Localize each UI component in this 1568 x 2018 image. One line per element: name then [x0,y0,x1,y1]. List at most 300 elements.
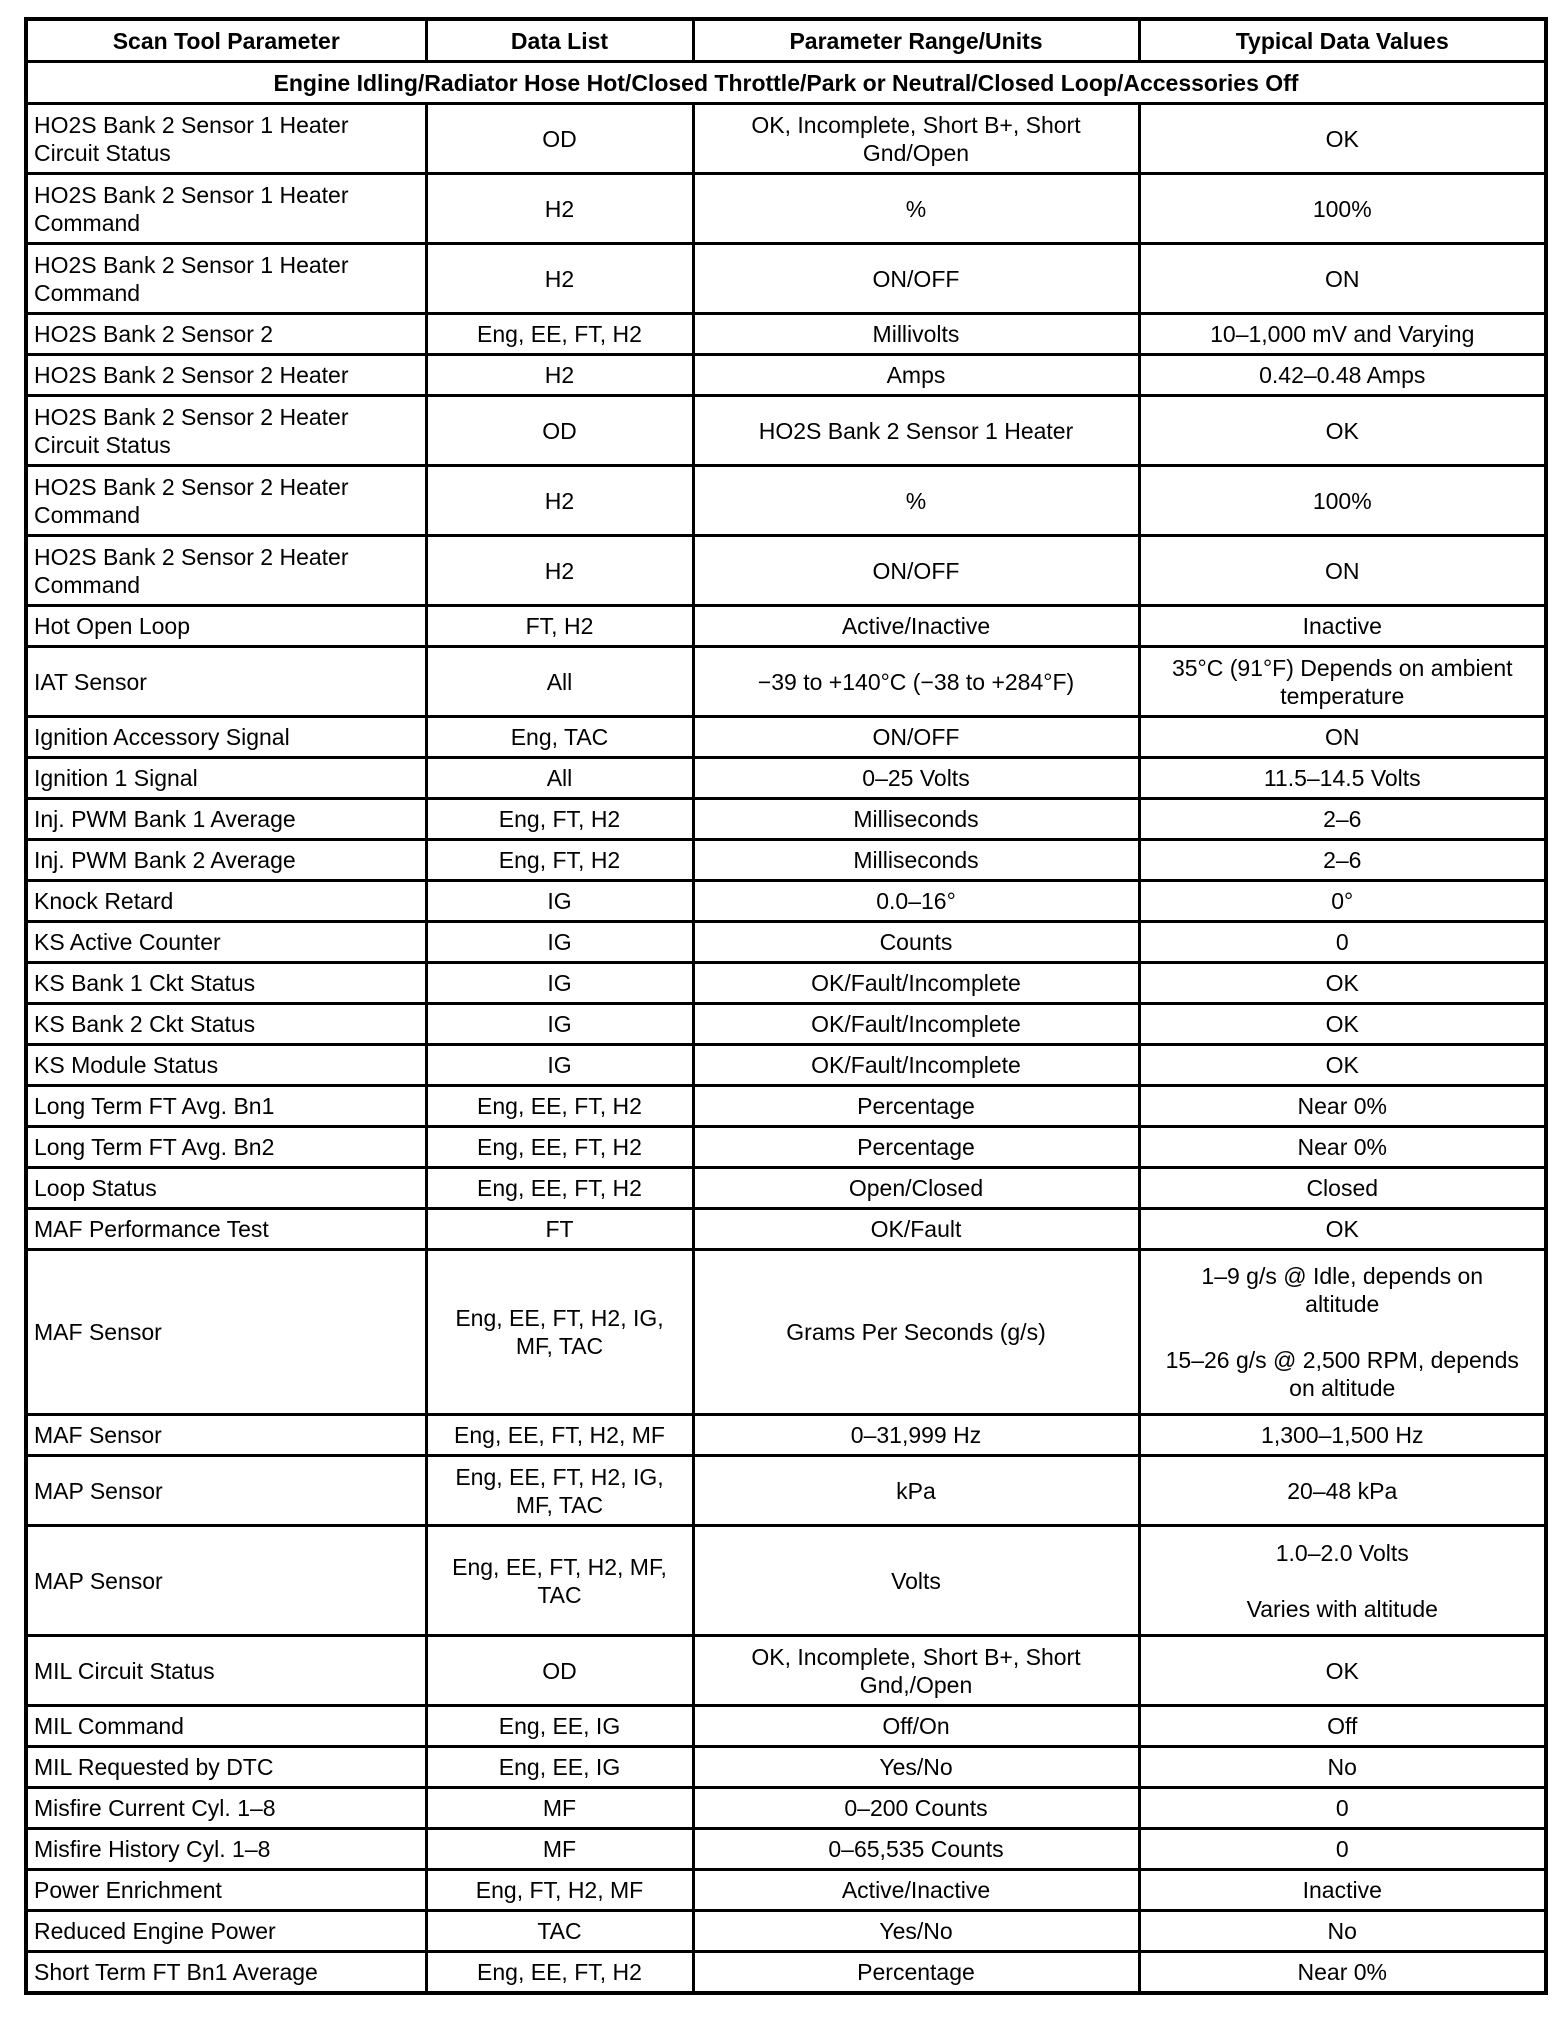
cell-text-line: MIL Circuit Status [34,1657,215,1684]
cell-data-list [426,1250,693,1415]
table-row [26,1086,1546,1127]
cell-text-line: Percentage [857,1958,975,1985]
table-row [26,647,1546,717]
cell-parameter [26,396,426,466]
table-row [26,1747,1546,1788]
cell-parameter [26,314,426,355]
cell-parameter-range [693,606,1139,647]
cell-text-line: IG [547,970,572,996]
cell-text-line: Loop Status [34,1175,157,1201]
table-row [26,466,1546,536]
cell-text-line: −39 to +140°C (−38 to +284°F) [757,668,1075,695]
cell-text-line: H2 [544,487,575,514]
cell-text-line: Inactive [1302,1877,1382,1903]
cell-data-list [426,1456,693,1526]
header-parameter-range-units: Parameter Range/Units [693,19,1139,62]
cell-text-line: OK [1325,970,1359,996]
cell-typical-value [1139,881,1546,922]
cell-text-line: 15–26 g/s @ 2,500 RPM, depends [1165,1347,1519,1373]
cell-text-line: OK [1325,417,1359,444]
cell-parameter-range [693,355,1139,396]
cell-parameter-range [693,922,1139,963]
cell-data-list [426,1870,693,1911]
cell-text-line: All [546,668,573,695]
cell-parameter [26,1526,426,1636]
cell-text-line: MAP Sensor [34,1477,163,1504]
cell-typical-value [1139,1415,1546,1456]
cell-text-line: Gnd/Open [862,139,970,166]
table-row [26,606,1546,647]
cell-typical-value [1139,606,1546,647]
cell-parameter-range [693,1086,1139,1127]
cell-text-line: HO2S Bank 2 Sensor 1 Heater [34,251,349,278]
cell-text-line: MAF Sensor [34,1422,162,1448]
cell-text-line: Eng, EE, FT, H2 [477,321,642,347]
cell-text-line: 0.42–0.48 Amps [1259,362,1426,388]
cell-text-line: on altitude [1289,1375,1396,1401]
cell-typical-value [1139,536,1546,606]
cell-text-line: Eng, FT, H2, MF [475,1877,644,1903]
cell-typical-value [1139,1168,1546,1209]
cell-text-line: Long Term FT Avg. Bn2 [34,1134,275,1160]
cell-text-line: ON [1325,265,1360,292]
cell-parameter [26,1127,426,1168]
cell-data-list [426,717,693,758]
cell-data-list [426,1526,693,1636]
cell-text-line: temperature [1280,682,1405,709]
cell-data-list [426,1911,693,1952]
cell-text-line: 11.5–14.5 Volts [1263,765,1421,791]
cell-typical-value [1139,314,1546,355]
cell-text-line: IG [547,888,572,914]
cell-typical-value [1139,840,1546,881]
cell-typical-value [1139,647,1546,717]
cell-data-list [426,881,693,922]
cell-parameter-range [693,1911,1139,1952]
cell-parameter-range [693,396,1139,466]
cell-data-list [426,355,693,396]
table-row [26,104,1546,174]
cell-typical-value [1139,1004,1546,1045]
table-row [26,355,1546,396]
cell-text-line: Gnd,/Open [859,1671,973,1698]
cell-text-line: MAF Performance Test [34,1216,269,1242]
cell-typical-value [1139,1706,1546,1747]
table-row [26,1952,1546,1993]
cell-text-line: KS Bank 2 Ckt Status [34,1011,256,1037]
cell-text-line: Reduced Engine Power [34,1918,276,1944]
cell-text-line: Command [34,571,141,598]
cell-data-list [426,758,693,799]
cell-text-line: Near 0% [1297,1093,1387,1119]
cell-parameter-range [693,1706,1139,1747]
table-row [26,1127,1546,1168]
cell-parameter-range [693,1788,1139,1829]
cell-parameter-range [693,244,1139,314]
cell-text-line: Off [1327,1713,1358,1739]
cell-text-line: OK [1325,1216,1359,1242]
cell-text-line: HO2S Bank 2 Sensor 1 Heater [34,181,349,208]
cell-parameter [26,1870,426,1911]
cell-text-line: Eng, FT, H2 [498,806,621,832]
cell-typical-value [1139,1456,1546,1526]
cell-text-line: IG [547,1052,572,1078]
cell-text-line: FT [545,1216,574,1242]
cell-text-line: OK/Fault [870,1216,962,1242]
cell-text-line: Percentage [857,1134,975,1160]
cell-data-list [426,1706,693,1747]
cell-text-line: Inj. PWM Bank 1 Average [34,806,296,832]
cell-typical-value [1139,799,1546,840]
cell-text-line: kPa [896,1477,936,1504]
cell-text-line: Command [34,279,141,306]
cell-text-line: ON [1325,557,1360,584]
cell-typical-value [1139,963,1546,1004]
cell-text-line: Near 0% [1297,1134,1387,1160]
cell-text-line: No [1327,1918,1357,1944]
cell-parameter-range [693,1747,1139,1788]
cell-text-line: MIL Requested by DTC [34,1754,274,1780]
cell-text-line: Eng, EE, IG [498,1713,621,1739]
cell-parameter [26,717,426,758]
cell-parameter-range [693,536,1139,606]
cell-data-list [426,1086,693,1127]
cell-text-line: OK/Fault/Incomplete [811,970,1021,996]
cell-parameter [26,1004,426,1045]
cell-text-line: Circuit Status [34,139,171,166]
table-row [26,314,1546,355]
cell-text-line: 10–1,000 mV and Varying [1210,321,1475,347]
table-row [26,174,1546,244]
cell-text-line: 0–25 Volts [862,765,970,791]
table-row [26,1250,1546,1415]
cell-text-line: Milliseconds [853,847,979,873]
cell-data-list [426,922,693,963]
cell-typical-value [1139,1788,1546,1829]
cell-text-line: 0–31,999 Hz [850,1422,982,1448]
cell-text-line: 35°C (91°F) Depends on ambient [1171,654,1513,681]
cell-parameter-range [693,1636,1139,1706]
cell-parameter [26,174,426,244]
header-row [26,19,1546,62]
table-row [26,1911,1546,1952]
cell-parameter-range [693,963,1139,1004]
table-row [26,1526,1546,1636]
cell-parameter-range [693,647,1139,717]
table-row [26,1045,1546,1086]
cell-text-line: KS Active Counter [34,929,221,955]
cell-parameter-range [693,1250,1139,1415]
table-row [26,717,1546,758]
cell-parameter-range [693,1209,1139,1250]
cell-text-line: MAF Sensor [34,1319,162,1345]
cell-typical-value [1139,1250,1546,1415]
cell-text-line: H2 [544,265,575,292]
cell-text-line: Millivolts [872,321,960,347]
cell-parameter [26,1911,426,1952]
table-row [26,1456,1546,1526]
cell-text-line: Command [34,209,141,236]
cell-data-list [426,536,693,606]
cell-parameter [26,647,426,717]
cell-data-list [426,396,693,466]
cell-text-line: Knock Retard [34,888,174,914]
cell-text-line: IG [547,1011,572,1037]
cell-text-line: OK/Fault/Incomplete [811,1052,1021,1078]
cell-text-line: FT, H2 [525,613,594,639]
cell-text-line: Ignition Accessory Signal [34,724,290,750]
cell-text-line: Eng, EE, FT, H2 [477,1958,642,1985]
cell-data-list [426,1168,693,1209]
cell-parameter [26,799,426,840]
cell-text-line: 0° [1331,888,1354,914]
cell-parameter [26,1747,426,1788]
cell-text-line [1147,1567,1539,1595]
cell-text-line: Inactive [1302,613,1382,639]
cell-parameter-range [693,174,1139,244]
cell-text-line: 20–48 kPa [1287,1477,1398,1504]
table-row [26,1168,1546,1209]
cell-parameter [26,1952,426,1993]
cell-parameter-range [693,717,1139,758]
cell-parameter-range [693,1415,1139,1456]
cell-text-line: KS Module Status [34,1052,219,1078]
header-scan-tool-parameter: Scan Tool Parameter [26,19,426,62]
cell-text-line: 1.0–2.0 Volts [1275,1539,1409,1566]
cell-data-list [426,104,693,174]
cell-typical-value [1139,1636,1546,1706]
cell-data-list [426,314,693,355]
cell-text-line: HO2S Bank 2 Sensor 1 Heater [758,417,1074,444]
cell-text-line: OK [1325,1052,1359,1078]
cell-text-line: MIL Command [34,1713,184,1739]
cell-parameter-range [693,1526,1139,1636]
cell-text-line: Eng, EE, FT, H2, IG, [455,1463,664,1490]
cell-typical-value [1139,1952,1546,1993]
cell-text-line: OK [1325,1011,1359,1037]
table-row [26,244,1546,314]
cell-parameter-range [693,1456,1139,1526]
cell-text-line: Eng, EE, FT, H2, IG, [455,1305,664,1331]
cell-text-line: ON/OFF [872,724,960,750]
table-row [26,1829,1546,1870]
table-row [26,1209,1546,1250]
table-row [26,922,1546,963]
cell-typical-value [1139,104,1546,174]
cell-text-line: H2 [544,362,575,388]
cell-text-line: Eng, EE, IG [498,1754,621,1780]
cell-data-list [426,1952,693,1993]
cell-text-line: Active/Inactive [841,613,991,639]
cell-text-line: altitude [1305,1291,1380,1317]
section-row [26,62,1546,104]
cell-text-line: 100% [1312,487,1372,514]
cell-typical-value [1139,1526,1546,1636]
cell-text-line: IAT Sensor [34,668,147,695]
table-row [26,1636,1546,1706]
cell-parameter [26,1250,426,1415]
cell-typical-value [1139,1086,1546,1127]
cell-text-line: KS Bank 1 Ckt Status [34,970,256,996]
cell-parameter-range [693,104,1139,174]
table-row [26,1788,1546,1829]
cell-parameter [26,1829,426,1870]
cell-data-list [426,244,693,314]
cell-text-line: Closed [1306,1175,1379,1201]
cell-typical-value [1139,244,1546,314]
cell-text-line: No [1327,1754,1357,1780]
cell-text-line: Power Enrichment [34,1877,222,1903]
cell-data-list [426,799,693,840]
cell-parameter [26,606,426,647]
cell-typical-value [1139,1127,1546,1168]
cell-parameter [26,881,426,922]
cell-parameter [26,922,426,963]
cell-typical-value [1139,1045,1546,1086]
cell-typical-value [1139,1829,1546,1870]
cell-text-line: Amps [886,362,946,388]
cell-text-line: Off/On [882,1713,950,1739]
cell-parameter-range [693,1127,1139,1168]
cell-text-line: MF, TAC [515,1333,604,1359]
cell-text-line: HO2S Bank 2 Sensor 1 Heater [34,111,349,138]
cell-parameter [26,1706,426,1747]
cell-typical-value [1139,1747,1546,1788]
cell-data-list [426,1636,693,1706]
cell-text-line: Misfire Current Cyl. 1–8 [34,1795,276,1821]
cell-parameter [26,466,426,536]
cell-text-line: Misfire History Cyl. 1–8 [34,1836,271,1862]
cell-parameter [26,1456,426,1526]
cell-parameter [26,758,426,799]
cell-text-line: Percentage [857,1093,975,1119]
cell-parameter [26,355,426,396]
cell-parameter [26,840,426,881]
cell-text-line: OK, Incomplete, Short B+, Short [751,1643,1081,1670]
cell-typical-value [1139,758,1546,799]
cell-typical-value [1139,922,1546,963]
cell-text-line: OK, Incomplete, Short B+, Short [751,111,1081,138]
cell-text-line: ON/OFF [872,265,960,292]
table-row [26,1415,1546,1456]
cell-text-line: 0–200 Counts [844,1795,988,1821]
table-body [26,62,1546,1993]
table-row [26,963,1546,1004]
table-row [26,1870,1546,1911]
cell-parameter-range [693,1829,1139,1870]
cell-parameter-range [693,1168,1139,1209]
cell-text-line: Eng, TAC [510,724,609,750]
cell-parameter [26,1045,426,1086]
table-row [26,758,1546,799]
cell-text-line: 1–9 g/s @ Idle, depends on [1201,1263,1484,1289]
table-row [26,396,1546,466]
cell-data-list [426,174,693,244]
cell-text-line: Grams Per Seconds (g/s) [786,1319,1046,1345]
cell-parameter [26,1636,426,1706]
cell-parameter [26,1788,426,1829]
cell-data-list [426,647,693,717]
cell-text-line: Ignition 1 Signal [34,765,198,791]
table-row [26,840,1546,881]
cell-parameter-range [693,466,1139,536]
cell-text-line: HO2S Bank 2 Sensor 2 Heater [34,403,349,430]
cell-text-line: MF [542,1795,577,1821]
cell-parameter-range [693,881,1139,922]
cell-parameter-range [693,1952,1139,1993]
scan-tool-data-table [24,17,1548,1995]
cell-text-line: 100% [1312,195,1372,222]
cell-text-line: Long Term FT Avg. Bn1 [34,1093,275,1119]
cell-parameter [26,1086,426,1127]
cell-text-line: OD [542,125,577,152]
cell-typical-value [1139,1911,1546,1952]
cell-parameter-range [693,1870,1139,1911]
cell-parameter [26,104,426,174]
table-row [26,1004,1546,1045]
cell-data-list [426,1209,693,1250]
cell-text-line: Active/Inactive [841,1877,991,1903]
cell-typical-value [1139,1209,1546,1250]
cell-text-line: 1,300–1,500 Hz [1261,1422,1424,1448]
cell-text-line: TAC [537,1918,582,1944]
cell-text-line: HO2S Bank 2 Sensor 2 Heater [34,362,349,388]
cell-typical-value [1139,1870,1546,1911]
cell-typical-value [1139,717,1546,758]
cell-text-line: H2 [544,557,575,584]
cell-text-line: Short Term FT Bn1 Average [34,1958,318,1985]
cell-parameter [26,1415,426,1456]
cell-text-line: MAP Sensor [34,1567,163,1594]
cell-text-line: Volts [891,1567,941,1594]
cell-text-line: ON [1325,724,1360,750]
cell-data-list [426,466,693,536]
cell-data-list [426,1004,693,1045]
cell-text-line: OK [1325,125,1359,152]
cell-data-list [426,1045,693,1086]
cell-parameter [26,536,426,606]
cell-typical-value [1139,355,1546,396]
cell-data-list [426,606,693,647]
section-heading: Engine Idling/Radiator Hose Hot/Closed Throttle/Park or Neutral/Closed Loop/Accessories Off [26,62,1546,104]
cell-text-line: 2–6 [1323,806,1362,832]
cell-text-line: Hot Open Loop [34,613,191,639]
cell-text-line: All [546,765,573,791]
cell-text-line: ON/OFF [872,557,960,584]
cell-text-line: OD [542,1657,577,1684]
cell-text-line: % [905,195,927,222]
cell-parameter-range [693,314,1139,355]
cell-text-line: 0.0–16° [876,888,956,914]
header-typical-data-values: Typical Data Values [1139,19,1546,62]
cell-text-line: TAC [537,1581,582,1608]
cell-typical-value [1139,174,1546,244]
cell-text-line [1147,1318,1539,1346]
cell-text-line: 2–6 [1323,847,1362,873]
cell-text-line: Eng, EE, FT, H2, MF, [452,1553,667,1580]
cell-text-line: 0 [1335,929,1349,955]
cell-text-line: Eng, EE, FT, H2, MF [454,1422,665,1448]
cell-text-line: 0 [1335,1795,1349,1821]
cell-text-line: Circuit Status [34,431,171,458]
cell-text-line: Yes/No [879,1754,953,1780]
cell-text-line: Inj. PWM Bank 2 Average [34,847,296,873]
cell-data-list [426,1788,693,1829]
cell-text-line: % [905,487,927,514]
cell-parameter-range [693,799,1139,840]
cell-text-line: OD [542,417,577,444]
cell-parameter-range [693,840,1139,881]
